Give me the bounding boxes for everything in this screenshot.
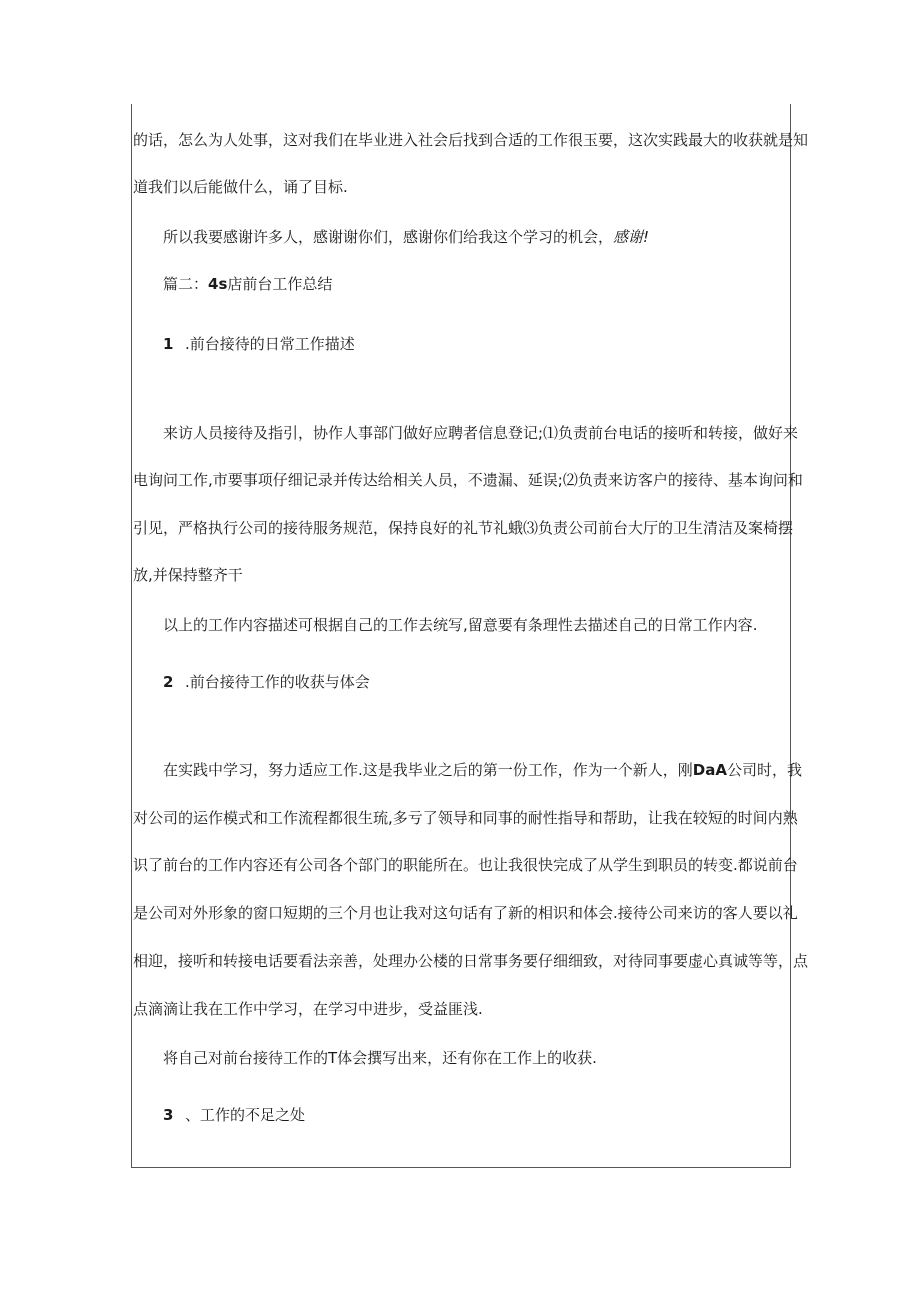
section-2-note: 将自己对前台接待工作的T体会撰写出来，还有你在工作上的收获.	[163, 1049, 597, 1067]
thanks-emphasis: 感谢!	[613, 228, 650, 246]
section-1-heading	[163, 334, 792, 354]
chapter-brand: 4s	[208, 275, 228, 293]
body-line: 放,并保持整齐干	[133, 566, 243, 584]
thanks-text: 所以我要感谢许多人，感谢谢你们，感谢你们给我这个学习的机会，	[163, 228, 614, 246]
body-line: 点滴滴让我在工作中学习，在学习中进步，受益匪浅.	[133, 1000, 483, 1018]
body-line: 引见，严格执行公司的接待服务规范，保持良好的礼节礼蛾⑶负责公司前台大厅的卫生清洁及案椅摆	[133, 519, 794, 537]
chapter-title: 店前台工作总结	[227, 275, 333, 293]
section-3-title: 、工作的不足之处	[185, 1106, 306, 1124]
section-2-title: .前台接待工作的收获与体会	[185, 673, 370, 691]
body-text: 公司时，我	[726, 761, 802, 779]
body-text: 在实践中学习，努力适应工作.这是我毕业之后的第一份工作，作为一个新人，刚	[163, 761, 693, 779]
body-line: 的话，怎么为人处事，这对我们在毕业进入社会后找到合适的工作很玉要，这次实践最大的收获就是知	[133, 131, 809, 149]
chapter-prefix: 篇二：	[163, 275, 209, 293]
section-2-heading	[163, 672, 792, 692]
section-3-number: 3	[163, 1106, 174, 1124]
section-1-note: 以上的工作内容描述可根据自己的工作去统写,留意要有条理性去描述自己的日常工作内容.	[163, 616, 758, 634]
body-line: 来访人员接待及指引，协作人事部门做好应聘者信息登记;⑴负责前台电话的接听和转接，做好来	[163, 424, 799, 442]
chapter-heading	[163, 274, 792, 294]
body-line	[163, 760, 802, 780]
body-line: 是公司对外形象的窗口短期的三个月也让我对这句话有了新的相识和体会.接待公司来访的客人要以礼	[133, 904, 798, 922]
thanks-paragraph	[163, 227, 792, 247]
section-3-heading	[163, 1105, 792, 1125]
company-name: DaA	[692, 761, 727, 779]
section-1-number: 1	[163, 335, 174, 353]
section-1-title: .前台接待的日常工作描述	[185, 335, 355, 353]
body-line: 道我们以后能做什么，诵了目标.	[133, 178, 348, 196]
body-line: 对公司的运作模式和工作流程都很生琉,多亏了领导和同事的耐性指导和帮助，让我在较短的时间内熟	[133, 809, 798, 827]
body-line: 电询问工作,市要事项仔细记录并传达给相关人员，不遗漏、延误;⑵负责来访客户的接待、基本询问和	[133, 471, 803, 489]
body-line: 相迎，接听和转接电话要看法亲善，处理办公楼的日常事务要仔细细致，对待同事要虚心真诚等等，点	[133, 952, 809, 970]
body-line: 识了前台的工作内容还有公司各个部门的职能所在。也让我很快完成了从学生到职员的转变.都说前台	[133, 856, 798, 874]
section-2-number: 2	[163, 673, 174, 691]
